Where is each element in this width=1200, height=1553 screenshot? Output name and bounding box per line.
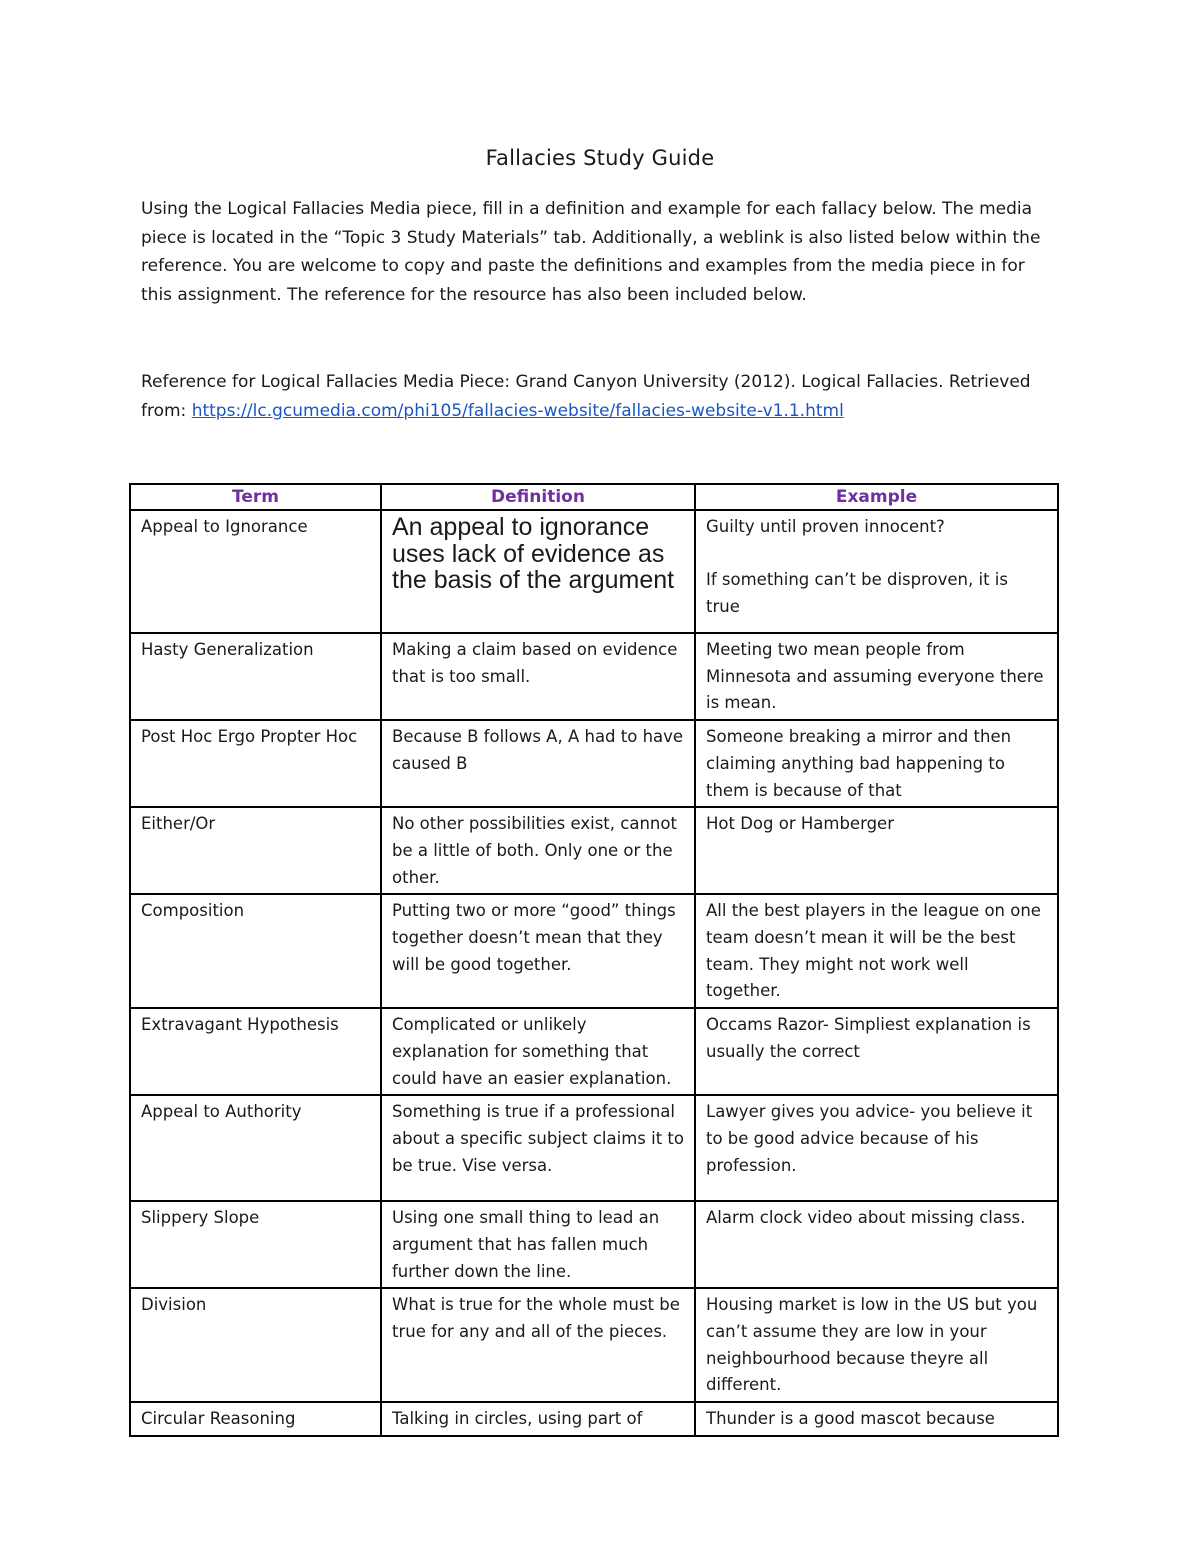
example-cell xyxy=(695,510,1058,633)
example-cell: Meeting two mean people from Minnesota and assuming everyone there is mean. xyxy=(695,633,1058,720)
example-cell: Thunder is a good mascot because xyxy=(695,1402,1058,1436)
term-cell: Extravagant Hypothesis xyxy=(130,1008,381,1095)
term-cell: Either/Or xyxy=(130,807,381,894)
term-cell: Hasty Generalization xyxy=(130,633,381,720)
definition-cell: What is true for the whole must be true for any and all of the pieces. xyxy=(381,1288,695,1402)
header-definition: Definition xyxy=(381,484,695,510)
definition-cell: Complicated or unlikely explanation for something that could have an easier explanation. xyxy=(381,1008,695,1095)
example-cell: Housing market is low in the US but you can’t assume they are low in your neighbourhood because theyre all different. xyxy=(695,1288,1058,1402)
term-cell: Post Hoc Ergo Propter Hoc xyxy=(130,720,381,807)
header-term: Term xyxy=(130,484,381,510)
definition-cell: Because B follows A, A had to have caused B xyxy=(381,720,695,807)
term-cell: Appeal to Ignorance xyxy=(130,510,381,633)
table-row xyxy=(130,720,1058,807)
reference-paragraph xyxy=(141,368,1056,425)
definition-cell: Using one small thing to lead an argument that has fallen much further down the line. xyxy=(381,1201,695,1288)
example-text-extra: If something can’t be disproven, it is true xyxy=(706,570,1008,617)
table-header-row xyxy=(130,484,1058,510)
document-title: Fallacies Study Guide xyxy=(485,146,715,170)
example-text: Guilty until proven innocent? xyxy=(706,517,945,536)
definition-cell: No other possibilities exist, cannot be a little of both. Only one or the other. xyxy=(381,807,695,894)
table-row xyxy=(130,510,1058,633)
table-row xyxy=(130,1288,1058,1402)
table-row xyxy=(130,1095,1058,1201)
term-cell: Division xyxy=(130,1288,381,1402)
table-row xyxy=(130,1402,1058,1436)
definition-cell: An appeal to ignorance uses lack of evidence as the basis of the argument xyxy=(381,510,695,633)
term-cell: Slippery Slope xyxy=(130,1201,381,1288)
example-cell: Alarm clock video about missing class. xyxy=(695,1201,1058,1288)
table-row xyxy=(130,633,1058,720)
term-cell: Circular Reasoning xyxy=(130,1402,381,1436)
table-row xyxy=(130,807,1058,894)
term-cell: Composition xyxy=(130,894,381,1008)
instructions-paragraph: Using the Logical Fallacies Media piece, fill in a definition and example for each fallacy below. The media piece is located in the “Topic 3 Study Materials” tab. Additionally, a weblink is also listed below within the reference. You are welcome to copy and paste the definitions and examples from the media piece in for this assignment. The reference for the resource has also been included below. xyxy=(141,199,1041,305)
definition-cell: Making a claim based on evidence that is too small. xyxy=(381,633,695,720)
definition-cell: Something is true if a professional about a specific subject claims it to be true. Vise versa. xyxy=(381,1095,695,1201)
term-cell: Appeal to Authority xyxy=(130,1095,381,1201)
definition-cell: Putting two or more “good” things together doesn’t mean that they will be good together. xyxy=(381,894,695,1008)
example-cell: Hot Dog or Hamberger xyxy=(695,807,1058,894)
table-row xyxy=(130,894,1058,1008)
table-row xyxy=(130,1008,1058,1095)
table-row xyxy=(130,1201,1058,1288)
example-cell: Someone breaking a mirror and then claiming anything bad happening to them is because of that xyxy=(695,720,1058,807)
example-cell: All the best players in the league on one team doesn’t mean it will be the best team. They might not work well together. xyxy=(695,894,1058,1008)
definition-cell: Talking in circles, using part of xyxy=(381,1402,695,1436)
header-example: Example xyxy=(695,484,1058,510)
reference-text: Reference for Logical Fallacies Media Piece: Grand Canyon University (2012). Logical Fallacies. Retrieved from: xyxy=(141,372,1031,421)
example-cell: Lawyer gives you advice- you believe it to be good advice because of his profession. xyxy=(695,1095,1058,1201)
reference-link[interactable]: https://lc.gcumedia.com/phi105/fallacies-website/fallacies-website-v1.1.html xyxy=(191,400,844,421)
example-cell: Occams Razor- Simpliest explanation is usually the correct xyxy=(695,1008,1058,1095)
fallacies-table xyxy=(129,483,1059,1437)
